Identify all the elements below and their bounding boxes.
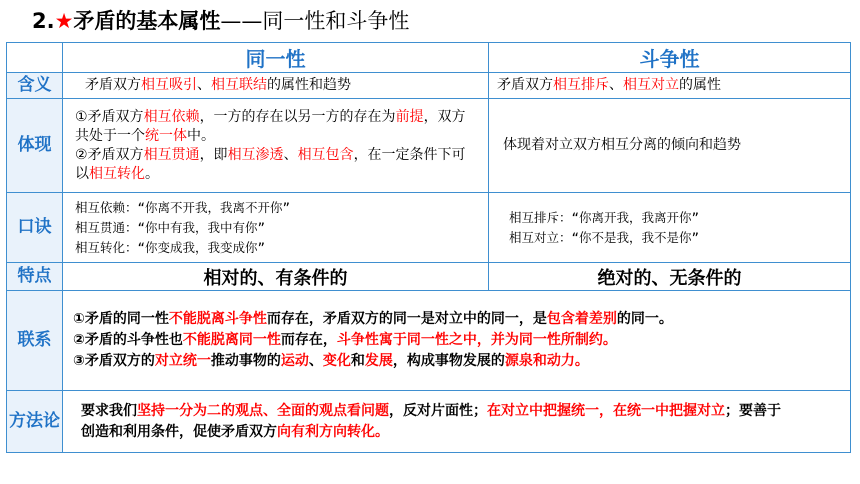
highlight-segment: 在对立中把握统一，在统一中把握对立	[487, 402, 725, 419]
relation-content	[63, 291, 851, 391]
text-segment: ①矛盾双方	[75, 108, 144, 125]
meaning-struggle	[489, 73, 851, 99]
text-segment: ，在一定条件下可以	[75, 146, 466, 182]
embody-identity-1	[75, 108, 474, 146]
label-rhyme: 口诀	[7, 193, 63, 263]
text-segment: ；要善于创造和利用条件，促使矛盾双方	[81, 402, 781, 440]
highlight-segment: 相互转化	[89, 165, 145, 182]
text-segment: ①矛盾的同一性	[73, 311, 169, 327]
rhyme-line: 相互贯通：“你中有我，我中有你”	[75, 219, 266, 235]
highlight-segment: 发展	[364, 353, 393, 369]
rhyme-line: 相互对立：“你不是我，我不是你”	[509, 229, 700, 245]
highlight-segment: 运动	[280, 353, 309, 369]
text-segment: 、	[609, 77, 623, 93]
title-dash: ——	[220, 9, 263, 33]
text-segment: 中。	[187, 127, 215, 144]
highlight-segment: 前提	[395, 108, 424, 125]
text-segment: ，反对片面性；	[389, 402, 487, 419]
text-segment: 、	[283, 146, 298, 163]
title-sub: 同一性和斗争性	[262, 9, 410, 33]
highlight-segment: 相互排斥	[553, 77, 609, 93]
relation-line-3	[73, 351, 790, 372]
text-segment: 和	[350, 353, 365, 369]
feature-struggle: 绝对的、无条件的	[489, 263, 851, 291]
text-segment: 而存在，矛盾双方的同一是对立中的同一，是	[266, 311, 547, 327]
row-embody	[7, 99, 851, 193]
rhyme-struggle	[489, 193, 851, 263]
row-rhyme	[7, 193, 851, 263]
row-feature	[7, 263, 851, 291]
rhyme-line: 相互依赖：“你离不开我，我离不开你”	[75, 199, 291, 215]
highlight-segment: 统一体	[145, 127, 187, 144]
text-segment: 。	[145, 165, 159, 182]
highlight-segment: 相互对立	[623, 77, 679, 93]
embody-identity-2	[75, 146, 474, 184]
text-segment: 、	[308, 353, 323, 369]
rhyme-line: 相互排斥：“你离开我，我离开你”	[509, 209, 700, 225]
text-segment: ，构成事物发展的	[392, 353, 505, 369]
text-segment: 推动事物的	[210, 353, 281, 369]
row-meaning	[7, 73, 851, 99]
text-segment: 的属性和趋势	[267, 77, 351, 93]
text-segment: ，一方的存在以另一方的存在为	[199, 108, 396, 125]
title-main: 矛盾的基本属性	[73, 9, 221, 33]
embody-identity	[63, 99, 489, 193]
highlight-segment: 变化	[322, 353, 351, 369]
label-relation: 联系	[7, 291, 63, 391]
rhyme-identity	[63, 193, 489, 263]
label-meaning: 含义	[7, 73, 63, 99]
highlight-segment: 相互依赖	[143, 108, 200, 125]
row-method	[7, 391, 851, 453]
text-segment: 而存在，	[280, 332, 337, 348]
text-segment: ②矛盾的斗争性也	[73, 332, 183, 348]
star-icon: ★	[54, 9, 74, 33]
text-segment: 要求我们	[81, 402, 137, 419]
text-segment: ③矛盾双方的	[73, 353, 155, 369]
meaning-identity	[63, 73, 489, 99]
text-segment: ，即	[199, 146, 228, 163]
highlight-segment: 相互包含	[297, 146, 354, 163]
text-segment: ②矛盾双方	[75, 146, 144, 163]
text-segment: ，双方共处于一个	[75, 108, 466, 144]
rhyme-line: 相互转化：“你变成我，我变成你”	[75, 239, 266, 255]
attributes-table	[6, 42, 851, 453]
text-segment: 矛盾双方	[85, 77, 141, 93]
highlight-segment: 相互联结	[211, 77, 267, 93]
label-feature: 特点	[7, 263, 63, 291]
highlight-segment: 不能脱离同一性	[182, 332, 281, 348]
relation-line-1	[73, 309, 790, 330]
highlight-segment: 相互吸引	[141, 77, 197, 93]
highlight-segment: 不能脱离斗争性	[168, 311, 267, 327]
feature-identity: 相对的、有条件的	[63, 263, 489, 291]
label-method: 方法论	[7, 391, 63, 453]
embody-struggle: 体现着对立双方相互分离的倾向和趋势	[489, 99, 851, 193]
text-segment: 的属性	[679, 77, 721, 93]
highlight-segment: 斗争性寓于同一性之中，并为同一性所制约。	[336, 332, 617, 348]
highlight-segment: 坚持一分为二的观点、全面的观点看问题	[137, 402, 389, 419]
header-struggle: 斗争性	[489, 43, 851, 73]
highlight-segment: 源泉和动力。	[504, 353, 589, 369]
relation-line-2	[73, 330, 790, 351]
header-corner	[7, 43, 63, 73]
highlight-segment: 向有利方向转化。	[277, 423, 389, 440]
slide-title	[32, 6, 409, 36]
title-number: 2.	[32, 9, 55, 33]
text-segment: 矛盾双方	[497, 77, 553, 93]
method-content	[63, 391, 851, 453]
highlight-segment: 对立统一	[154, 353, 211, 369]
header-row	[7, 43, 851, 73]
highlight-segment: 包含着差别	[546, 311, 617, 327]
label-embody: 体现	[7, 99, 63, 193]
highlight-segment: 相互贯通	[143, 146, 200, 163]
text-segment: 的同一。	[616, 311, 673, 327]
header-identity: 同一性	[63, 43, 489, 73]
row-relation	[7, 291, 851, 391]
highlight-segment: 相互渗透	[227, 146, 284, 163]
text-segment: 、	[197, 77, 211, 93]
